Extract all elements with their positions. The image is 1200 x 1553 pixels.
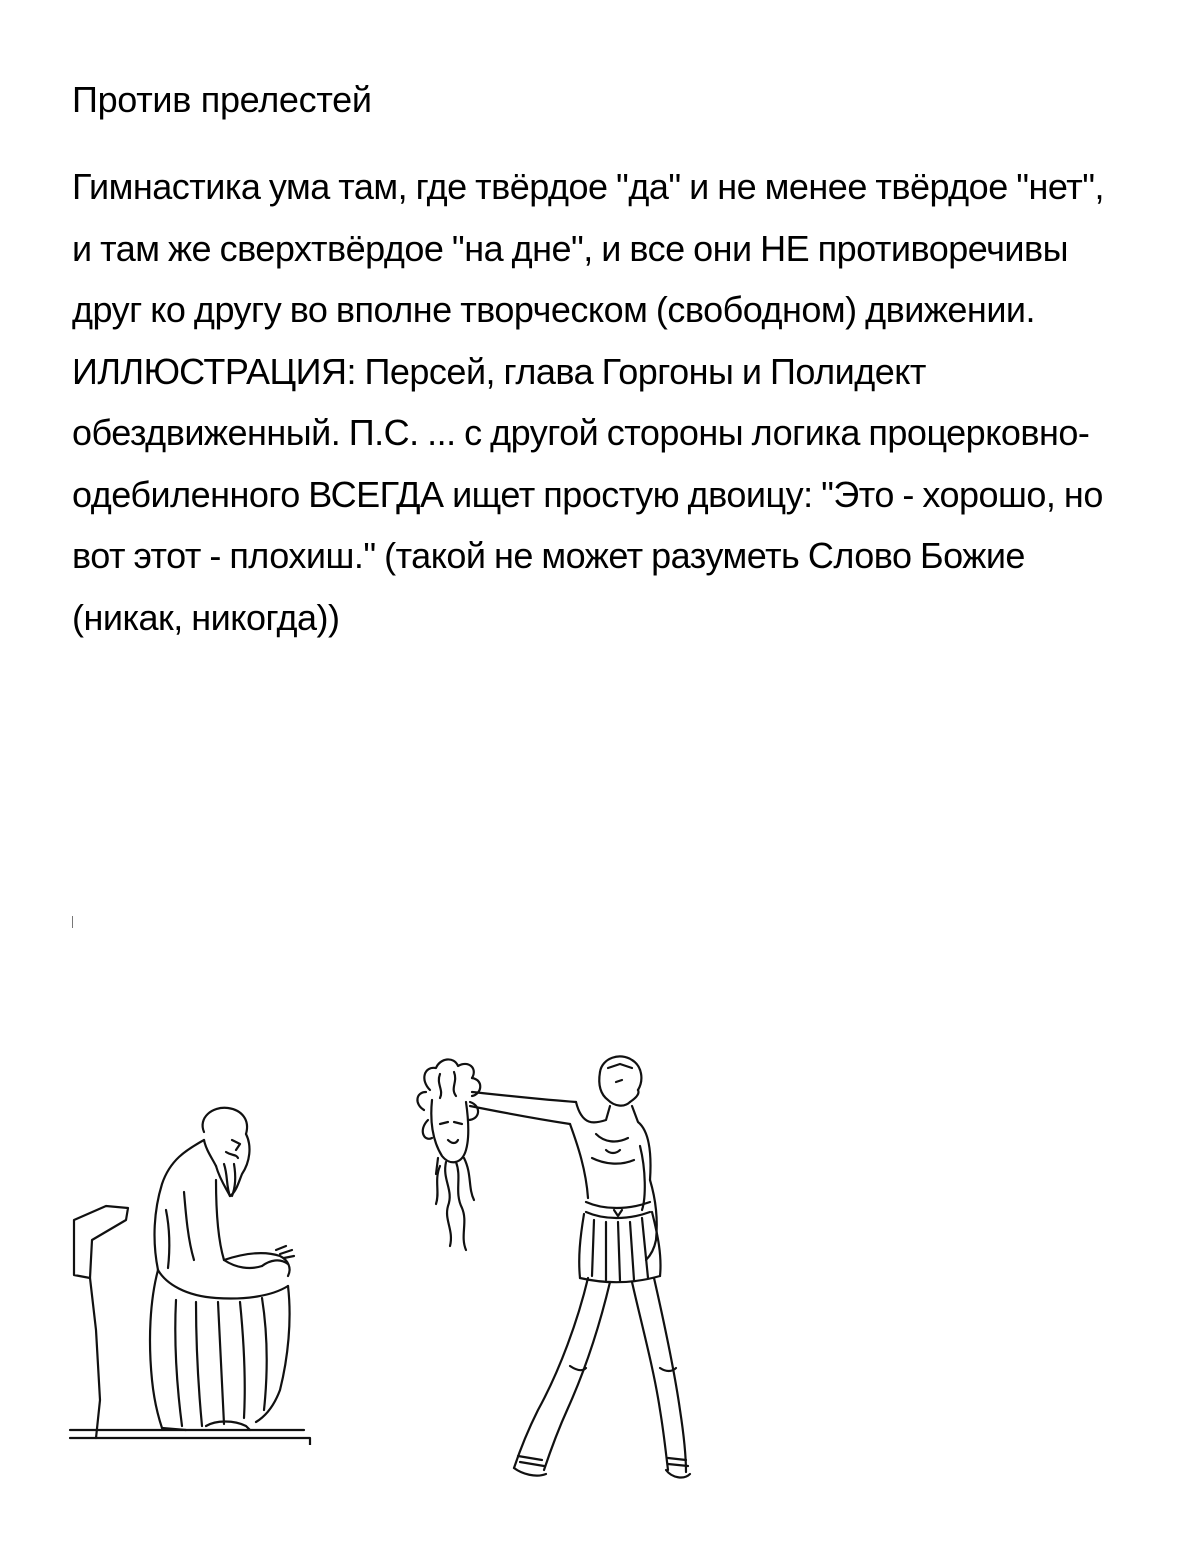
body-paragraph: Гимнастика ума там, где твёрдое "да" и не менее твёрдое "нет", и там же сверхтвёрдое "на дне", и все они НЕ противоречивы друг ко другу во вполне творческом (свободном) движении. ИЛЛЮСТРАЦИЯ: Персей, глава Горгоны и Полидект обездвиженный. П.С. ... с другой стороны логика процерковно-одебиленного ВСЕГДА ищет простую двоицу: "Это - хорошо, но вот этот - плохиш." (такой не может разуметь Слово Божие (никак, никогда)): [72, 166, 1104, 638]
page-title: Против прелестей: [72, 79, 372, 120]
perseus-figure-drawing: [410, 1050, 700, 1500]
scan-speck: [72, 916, 73, 928]
polydectes-figure-drawing: [66, 1100, 326, 1445]
